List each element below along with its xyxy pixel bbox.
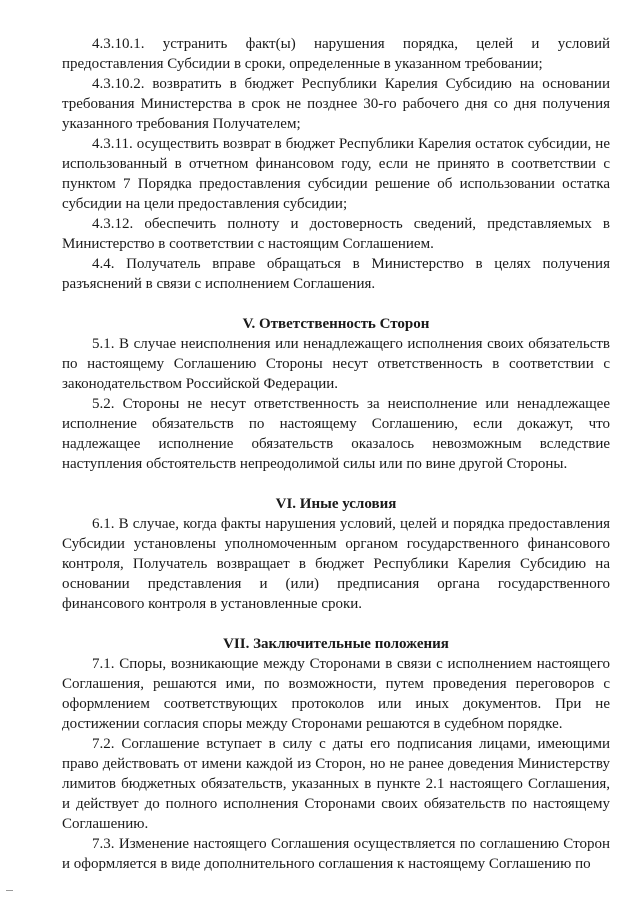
- section-gap: [62, 614, 610, 634]
- section-obligations-continued: [62, 34, 610, 294]
- paragraph-6-1: 6.1. В случае, когда факты нарушения условий, целей и порядка предоставления Субсидии установлены уполномоченным органом государственного финансового контроля, Получатель возвращает в бюджет Республики Карелия Субсидию на основании представления и (или) предписания органа государственного финансового контроля в установленные сроки.: [62, 516, 610, 612]
- section-gap: [62, 294, 610, 314]
- paragraph-7-1: 7.1. Споры, возникающие между Сторонами в связи с исполнением настоящего Соглашения, решаются ими, по возможности, путем проведения переговоров с оформлением соответствующих протоколов или иных документов. При не достижении согласия споры между Сторонами решаются в судебном порядке.: [62, 656, 610, 732]
- paragraph-5-2: 5.2. Стороны не несут ответственность за неисполнение или ненадлежащее исполнение обязательств по настоящему Соглашению, если докажут, что надлежащее исполнение обязательств оказалось невозможным вследствие наступления обстоятельств непреодолимой силы или по вине другой Стороны.: [62, 396, 610, 472]
- section-heading-v: V. Ответственность Сторон: [242, 316, 430, 332]
- paragraph-7-3: 7.3. Изменение настоящего Соглашения осуществляется по соглашению Сторон и оформляется в виде дополнительного соглашения к настоящему Соглашению по: [62, 836, 610, 872]
- paragraph-7-2: 7.2. Соглашение вступает в силу с даты его подписания лицами, имеющими право действовать от имени каждой из Сторон, но не ранее доведения Министерству лимитов бюджетных обязательств, указанных в пункте 2.1 настоящего Соглашения, и действует до полного исполнения Сторонами своих обязательств по настоящему Соглашению.: [62, 736, 610, 832]
- section-final-provisions: [62, 634, 610, 874]
- paragraph-5-1: 5.1. В случае неисполнения или ненадлежащего исполнения своих обязательств по настоящему Соглашению Стороны несут ответственность в соответствии с законодательством Российской Федерации.: [62, 336, 610, 392]
- paragraph-4-4: 4.4. Получатель вправе обращаться в Министерство в целях получения разъяснений в связи с исполнением Соглашения.: [62, 256, 610, 292]
- paragraph-4-3-12: 4.3.12. обеспечить полноту и достоверность сведений, представляемых в Министерство в соответствии с настоящим Соглашением.: [62, 216, 610, 252]
- paragraph-4-3-11: 4.3.11. осуществить возврат в бюджет Республики Карелия остаток субсидии, не использованный в отчетном финансовом году, если не принято в соответствии с пунктом 7 Порядка предоставления субсидии решение об использовании остатка субсидии на цели предоставления субсидии;: [62, 136, 610, 212]
- section-other-terms: [62, 494, 610, 614]
- section-heading-vii: VII. Заключительные положения: [223, 636, 449, 652]
- document-page: [62, 34, 610, 874]
- scan-edge-mark: [6, 890, 13, 891]
- section-gap: [62, 474, 610, 494]
- paragraph-4-3-10-2: 4.3.10.2. возвратить в бюджет Республики Карелия Субсидию на основании требования Министерства в срок не позднее 30-го рабочего дня со дня получения указанного требования Получателем;: [62, 76, 610, 132]
- section-heading-vi: VI. Иные условия: [275, 496, 397, 512]
- section-responsibility: [62, 314, 610, 474]
- paragraph-4-3-10-1: 4.3.10.1. устранить факт(ы) нарушения порядка, целей и условий предоставления Субсидии в сроки, определенные в указанном требовании;: [62, 36, 610, 72]
